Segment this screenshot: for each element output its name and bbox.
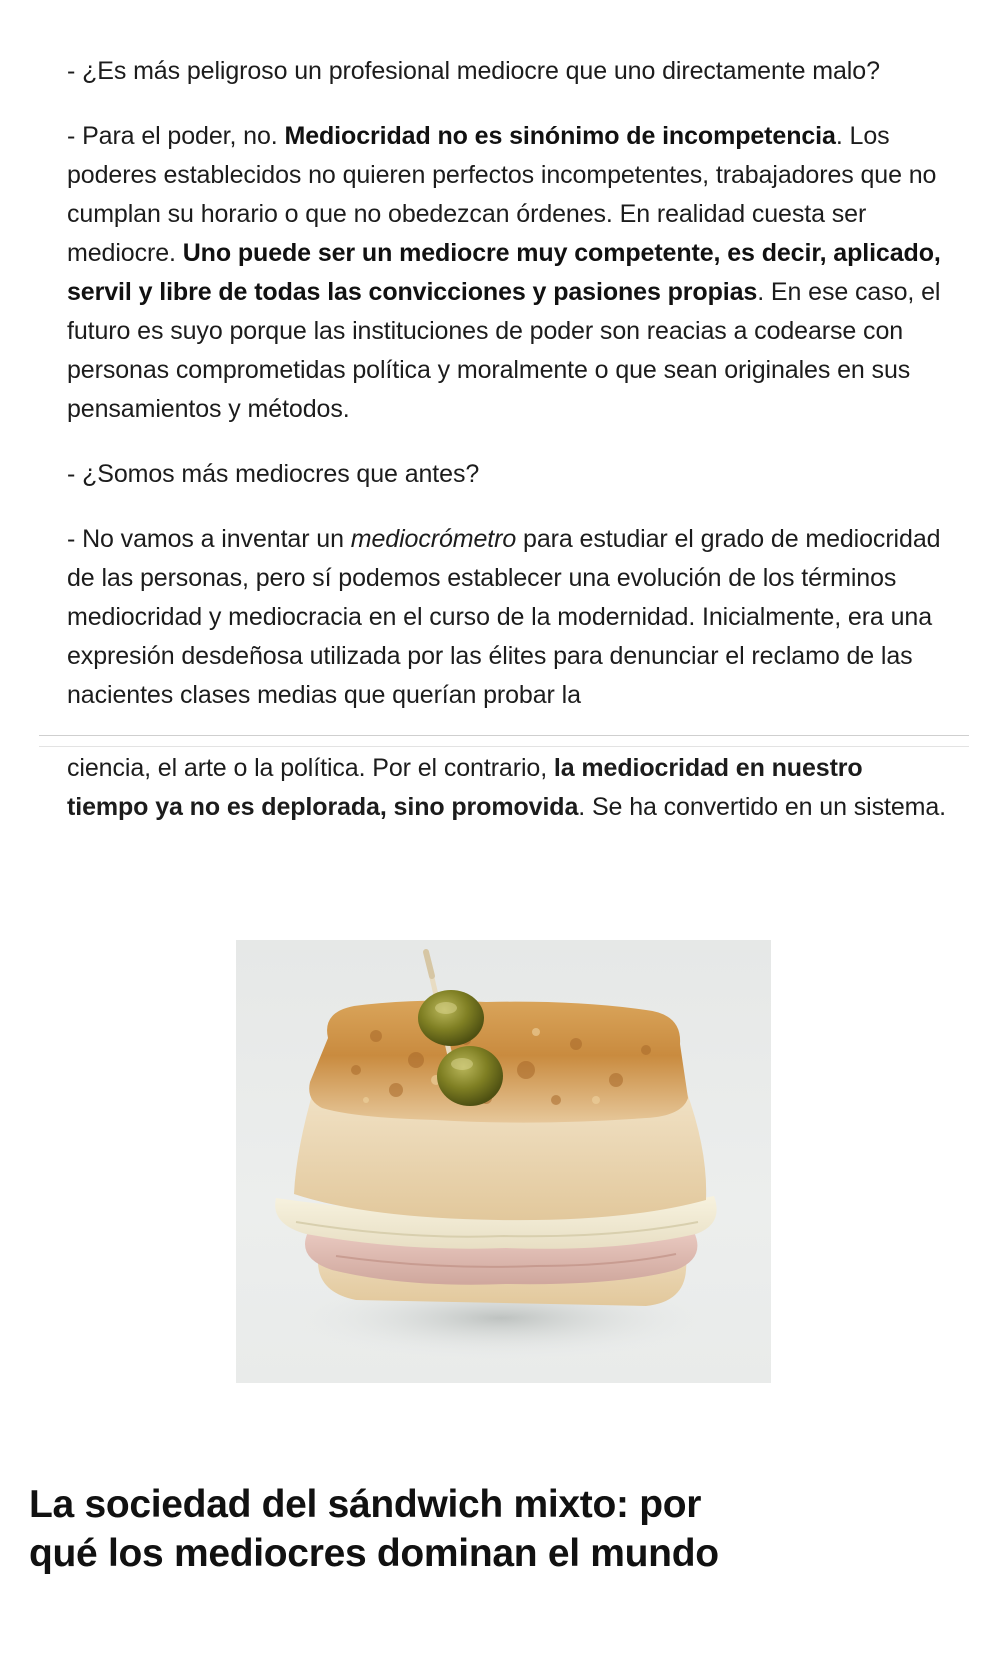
page-divider-top — [39, 735, 969, 736]
answer-2 — [67, 520, 947, 715]
sandwich-illustration — [236, 940, 771, 1383]
answer-1-bold-1: Mediocridad no es sinónimo de incompetencia — [284, 122, 836, 150]
answer-2-text-2: para estudiar el grado de mediocridad de las personas, pero sí podemos establecer una evolución de los términos mediocridad y mediocracia en el curso de la modernidad. Inicialmente, era una expresión desdeñosa utilizada por las élites para denunciar el reclamo de las nacientes clases medias que querían probar la — [67, 525, 941, 709]
answer-2-continuation — [67, 749, 947, 827]
answer-1-text-3: . En ese caso, el futuro es suyo porque las instituciones de poder son reacias a codearse con personas comprometidas política y moralmente o que sean originales en sus pensamientos y métodos. — [67, 278, 941, 423]
answer-1 — [67, 117, 947, 429]
answer-1-text-2: . Los poderes establecidos no quieren perfectos incompetentes, trabajadores que no cumplan su horario o que no obedezcan órdenes. En realidad cuesta ser mediocre. — [67, 122, 937, 267]
continuation-text-1: ciencia, el arte o la política. Por el contrario, — [67, 754, 554, 782]
sandwich-photo — [236, 940, 771, 1383]
question-1: - ¿Es más peligroso un profesional mediocre que uno directamente malo? — [67, 57, 880, 85]
question-2: - ¿Somos más mediocres que antes? — [67, 460, 480, 488]
answer-2-text-1: - No vamos a inventar un — [67, 525, 351, 553]
answer-1-bold-2: Uno puede ser un mediocre muy competente, es decir, aplicado, servil y libre de todas las convicciones y pasiones propias — [67, 239, 941, 306]
article-body — [67, 52, 947, 741]
answer-2-italic: mediocrómetro — [350, 525, 517, 553]
continuation-bold: la mediocridad en nuestro tiempo ya no es deplorada, sino promovida — [67, 754, 863, 821]
page-divider-bottom — [39, 746, 969, 747]
answer-1-text-1: - Para el poder, no. — [67, 122, 285, 150]
article-headline: La sociedad del sándwich mixto: por qué los mediocres dominan el mundo — [29, 1483, 719, 1575]
continuation-text-2: . Se ha convertido en un sistema. — [578, 793, 947, 821]
